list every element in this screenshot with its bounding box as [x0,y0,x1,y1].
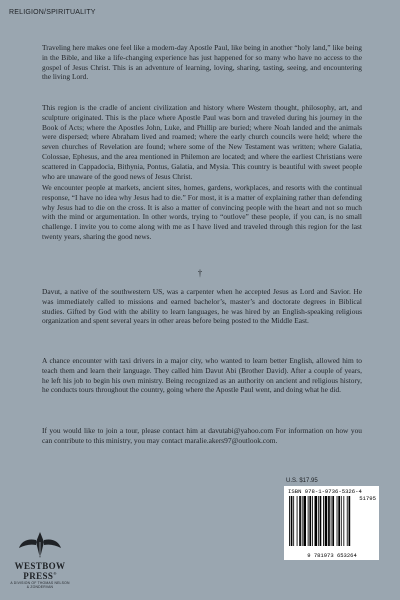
barcode-bar [323,496,324,546]
barcode-bar [332,496,334,546]
ean-number: 9 781973 653264 [307,552,357,559]
barcode-bars [288,496,376,546]
contact-paragraph: If you would like to join a tour, please contact him at davutabi@yahoo.com For information on how you can contribute to this ministry, you may contact maralie.akers97@outlook.com. [42,426,362,445]
category-label: RELIGION/SPIRITUALITY [9,9,96,16]
barcode-bar [318,496,319,546]
barcode-bar [297,496,298,546]
barcode-bar [325,496,328,546]
blurb-paragraph-1: Traveling here makes one feel like a modern-day Apostle Paul, like being in another “holy land,” like being in the Bible, and like a life-changing experience has just happened for so many who have no access to the gospel of Jesus Christ. This is an adventure of learning, loving, sharing, tasting, seeing, and encountering the living Lord. [42,43,362,82]
barcode-bar [302,496,303,546]
blurb-paragraph-2: This region is the cradle of ancient civilization and history where Western thought, philosophy, art, and sculpture originated. This is the place where Apostle Paul was born and traveled during his journey in the Book of Acts; where the Apostles John, Luke, and Phillip are buried; where Noah landed and the animals were dispersed; where Abraham lived and roamed; where the early church councils were held; where the seven churches of Revelation are found; where some of the New Testament was written; where Galatia, Colossae, Ephesus, and the area mentioned in Philemon are located; and where the earliest Christians were scattered in Cappadocia, Bithynia, Pontus, Galatia, and Mysia. This country is beautiful with sweet people who are unaware of the good news of Jesus Christ. [42,103,362,181]
barcode-bar [328,496,330,546]
barcode-bar [293,496,294,546]
barcode-bar [331,496,332,546]
blurb-paragraph-3: We encounter people at markets, ancient sites, homes, gardens, workplaces, and resorts with the continual response, “I have no idea why Jesus had to die.” For most, it is a matter of explaining rather than defending why Jesus had to die on the cross. It is also a matter of convincing people with the heart and not so much with the mind or argumentation. In other words, trying to “outlove” these people, if you can, is no small challenge. I invite you to come along with me as I have lived and traveled through this region for the last twenty years, sharing the good news. [42,183,362,241]
publisher-logo [10,530,70,595]
author-bio-paragraph-1: Davut, a native of the southwestern US, was a carpenter when he accepted Jesus as Lord and Savior. He was immediately called to missions and earned bachelor’s, master’s and doctorate degrees in Biblical studies. Gifted by God with the ability to learn languages, he was hired by an English-speaking religious organization and spent several years in other areas before being posted to the Middle East. [42,287,362,326]
publisher-name: WESTBOW PRESS® [14,561,66,581]
barcode-bar [312,496,313,546]
barcode-bar [309,496,311,546]
cross-divider: † [197,268,203,278]
barcode-bar [289,496,290,546]
barcode-bar [337,496,338,546]
barcode-bar [338,496,340,546]
barcode-bar [315,496,318,546]
barcode-bar [320,496,322,546]
barcode-bar [343,496,344,546]
pen-wing-icon [17,530,63,560]
barcode-bar [291,496,293,546]
barcode-bar [303,496,306,546]
barcode [284,486,379,560]
barcode-bar [299,496,301,546]
barcode-bar [308,496,309,546]
price-label: U.S. $17.95 [286,478,318,484]
barcode-bar [349,496,351,546]
publisher-tagline: A DIVISION OF THOMAS NELSON & ZONDERVAN [10,581,70,589]
barcode-bar [347,496,348,546]
barcode-bar [341,496,342,546]
author-bio-paragraph-2: A chance encounter with taxi drivers in a major city, who wanted to learn better English, allowed him to teach them and learn their language. They called him Davut Abi (Brother David). After a couple of years, he left his job to begin his own ministry. Being recognized as an authority on ancient and religious history, he conducts tours throughout the country, going where the Apostle Paul went, and doing what he did. [42,356,362,395]
isbn-label: ISBN 978-1-9736-5326-4 51795 [288,488,376,502]
